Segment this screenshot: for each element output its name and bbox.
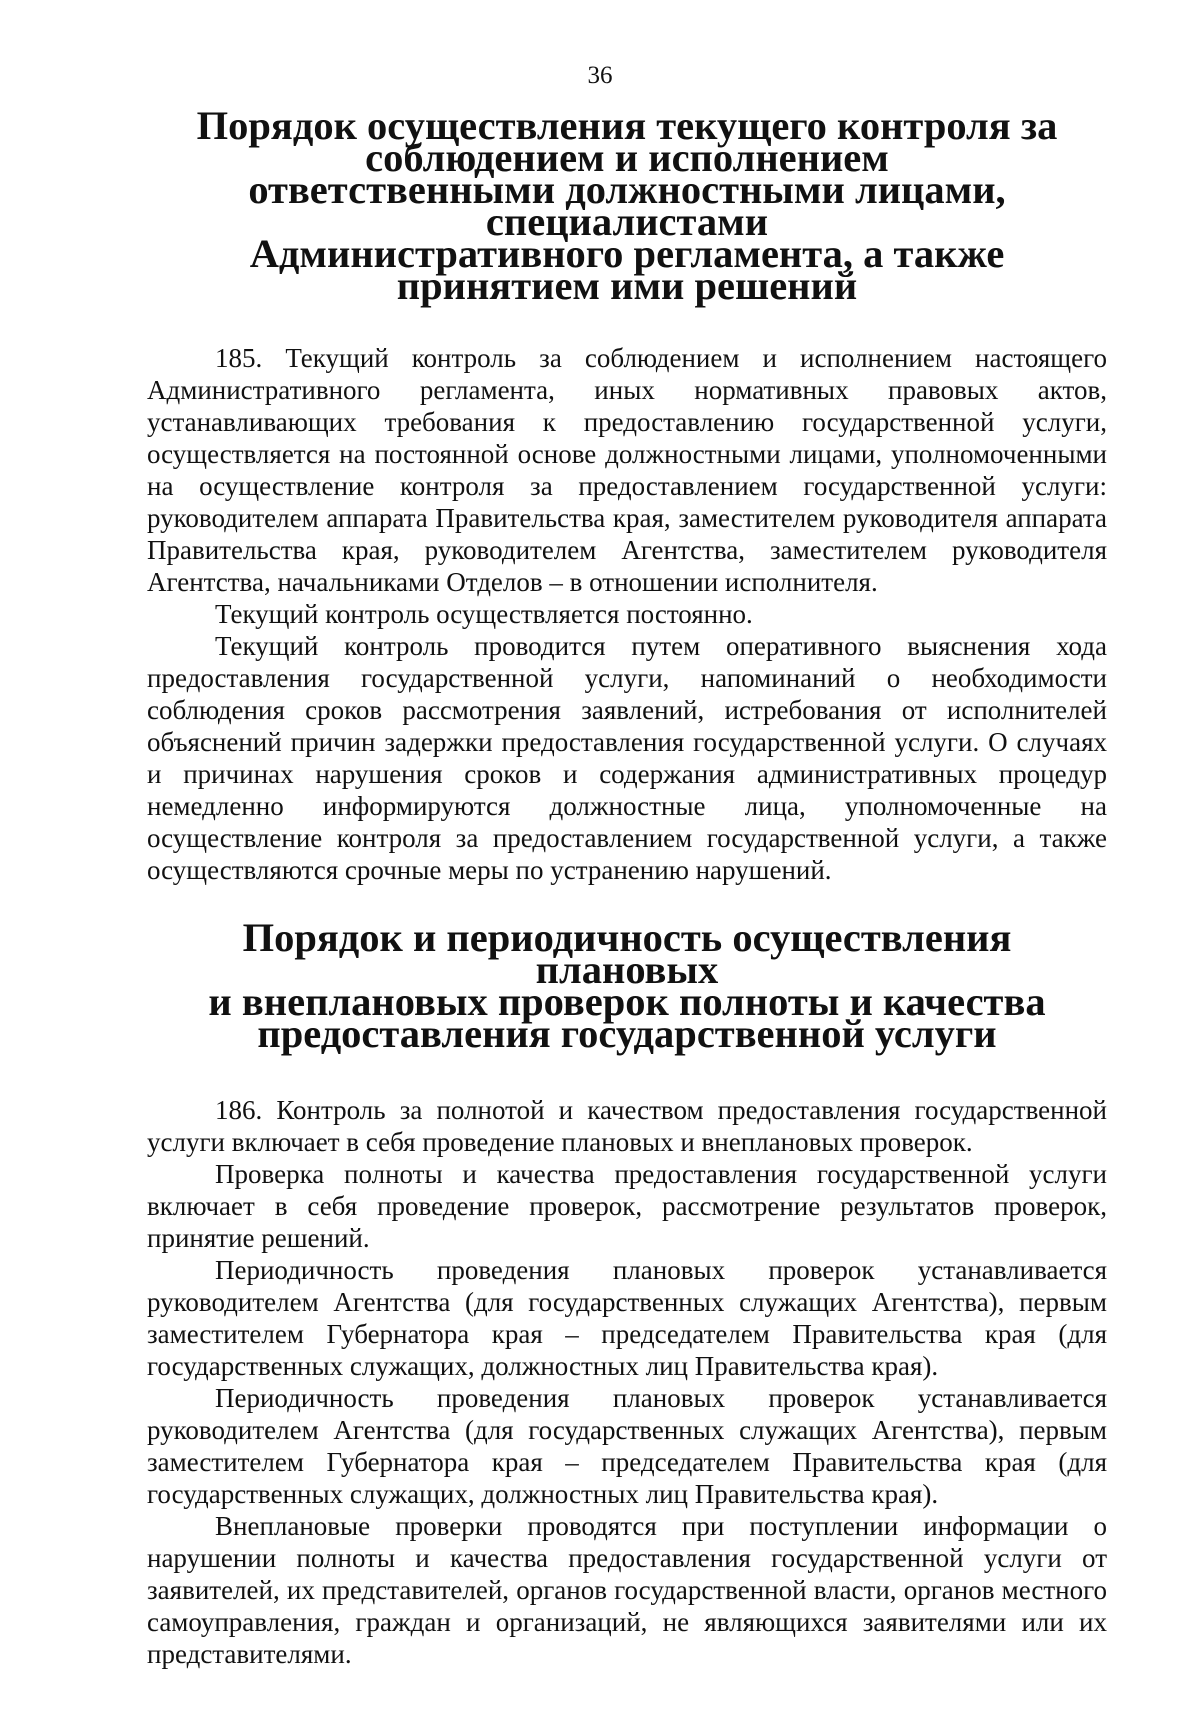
heading-line: предоставления государственной услуги (257, 1011, 997, 1056)
section-heading-current-control (147, 103, 1107, 308)
section-heading-inspections (147, 915, 1107, 1056)
heading-line: и внеплановых проверок полноты и качества (208, 979, 1046, 1024)
paragraph: Периодичность проведения плановых проверок устанавливается руководителем Агентства (для государственных служащих Агентства), первым заместителем Губернатора края – председателем Правительства края (для государственных служащих, должностных лиц Правительства края). (147, 1255, 1107, 1381)
paragraph-185: 185. Текущий контроль за соблюдением и исполнением настоящего Административного регламента, иных нормативных правовых актов, устанавливающих требования к предоставлению государственной услуги, осуществляется на постоянной основе должностными лицами, уполномоченными на осуществление контроля за предоставлением государственной услуги: руководителем аппарата Правительства края, заместителем руководителя аппарата Правительства края, руководителем Агентства, заместителем руководителя Агентства, начальниками Отделов – в отношении исполнителя. (147, 343, 1107, 597)
heading-line: Административного регламента, а также принятием ими решений (249, 231, 1005, 308)
heading-line: Порядок осуществления текущего контроля за соблюдением и исполнением (196, 103, 1058, 180)
paragraph: Текущий контроль осуществляется постоянно. (215, 599, 753, 629)
document-body (147, 103, 1107, 1670)
heading-line: Порядок и периодичность осуществления плановых (242, 915, 1012, 992)
heading-line: ответственными должностными лицами, специалистами (248, 167, 1006, 244)
paragraph-186: 186. Контроль за полнотой и качеством предоставления государственной услуги включает в себя проведение плановых и внеплановых проверок. (147, 1095, 1107, 1157)
page-number: 36 (587, 62, 613, 89)
paragraph: Текущий контроль проводится путем оперативного выяснения хода предоставления государственной услуги, напоминаний о необходимости соблюдения сроков рассмотрения заявлений, истребования от исполнителей объяснений причин задержки предоставления государственной услуги. О случаях и причинах нарушения сроков и содержания административных процедур немедленно информируются должностные лица, уполномоченные на осуществление контроля за предоставлением государственной услуги, а также осуществляются срочные меры по устранению нарушений. (147, 631, 1107, 885)
paragraph: Внеплановые проверки проводятся при поступлении информации о нарушении полноты и качества предоставления государственной услуги от заявителей, их представителей, органов государственной власти, органов местного самоуправления, граждан и организаций, не являющихся заявителями или их представителями. (147, 1511, 1107, 1669)
paragraph: Периодичность проведения плановых проверок устанавливается руководителем Агентства (для государственных служащих Агентства), первым заместителем Губернатора края – председателем Правительства края (для государственных служащих, должностных лиц Правительства края). (147, 1383, 1107, 1509)
paragraph: Проверка полноты и качества предоставления государственной услуги включает в себя проведение проверок, рассмотрение результатов проверок, принятие решений. (147, 1159, 1107, 1253)
